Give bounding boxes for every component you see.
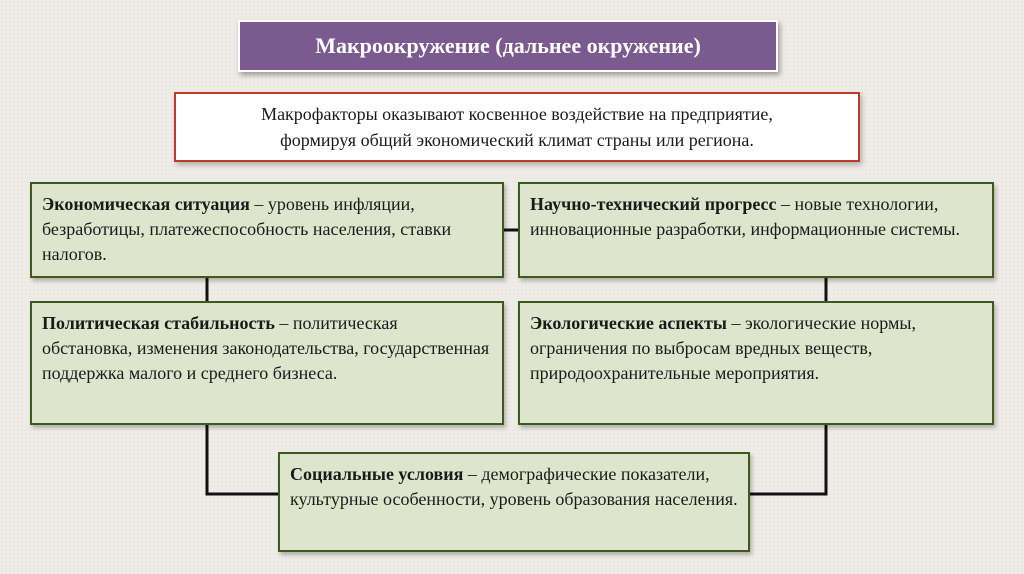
factor-box-economic bbox=[30, 182, 504, 278]
factor-description: – новые технологии, инновационные разработки, информационные системы. bbox=[530, 194, 960, 239]
factor-description: – демографические показатели, культурные особенности, уровень образования населения. bbox=[290, 464, 738, 509]
factor-description: – политическая обстановка, изменения законодательства, государственная поддержка малого и среднего бизнеса. bbox=[42, 313, 490, 383]
factor-box-social bbox=[278, 452, 750, 552]
factor-box-political bbox=[30, 301, 504, 425]
page-title: Макроокружение (дальнее окружение) bbox=[238, 20, 778, 72]
factor-term: Экономическая ситуация bbox=[42, 194, 250, 214]
factor-description: – экологические нормы, ограничения по выбросам вредных веществ, природоохранительные мероприятия. bbox=[530, 313, 916, 383]
factor-description: – уровень инфляции, безработицы, платежеспособность населения, ставки налогов. bbox=[42, 194, 452, 264]
intro-line-1: Макрофакторы оказывают косвенное воздействие на предприятие, bbox=[261, 104, 773, 124]
factor-box-scientific bbox=[518, 182, 994, 278]
factor-term: Политическая стабильность bbox=[42, 313, 275, 333]
intro-box bbox=[174, 92, 860, 162]
factor-term: Экологические аспекты bbox=[530, 313, 727, 333]
connector-left-lower bbox=[207, 425, 278, 494]
intro-line-2: формируя общий экономический климат страны или региона. bbox=[280, 130, 754, 150]
factor-term: Социальные условия bbox=[290, 464, 464, 484]
connector-right-lower bbox=[750, 425, 826, 494]
factor-box-ecological bbox=[518, 301, 994, 425]
factor-term: Научно-технический прогресс bbox=[530, 194, 777, 214]
